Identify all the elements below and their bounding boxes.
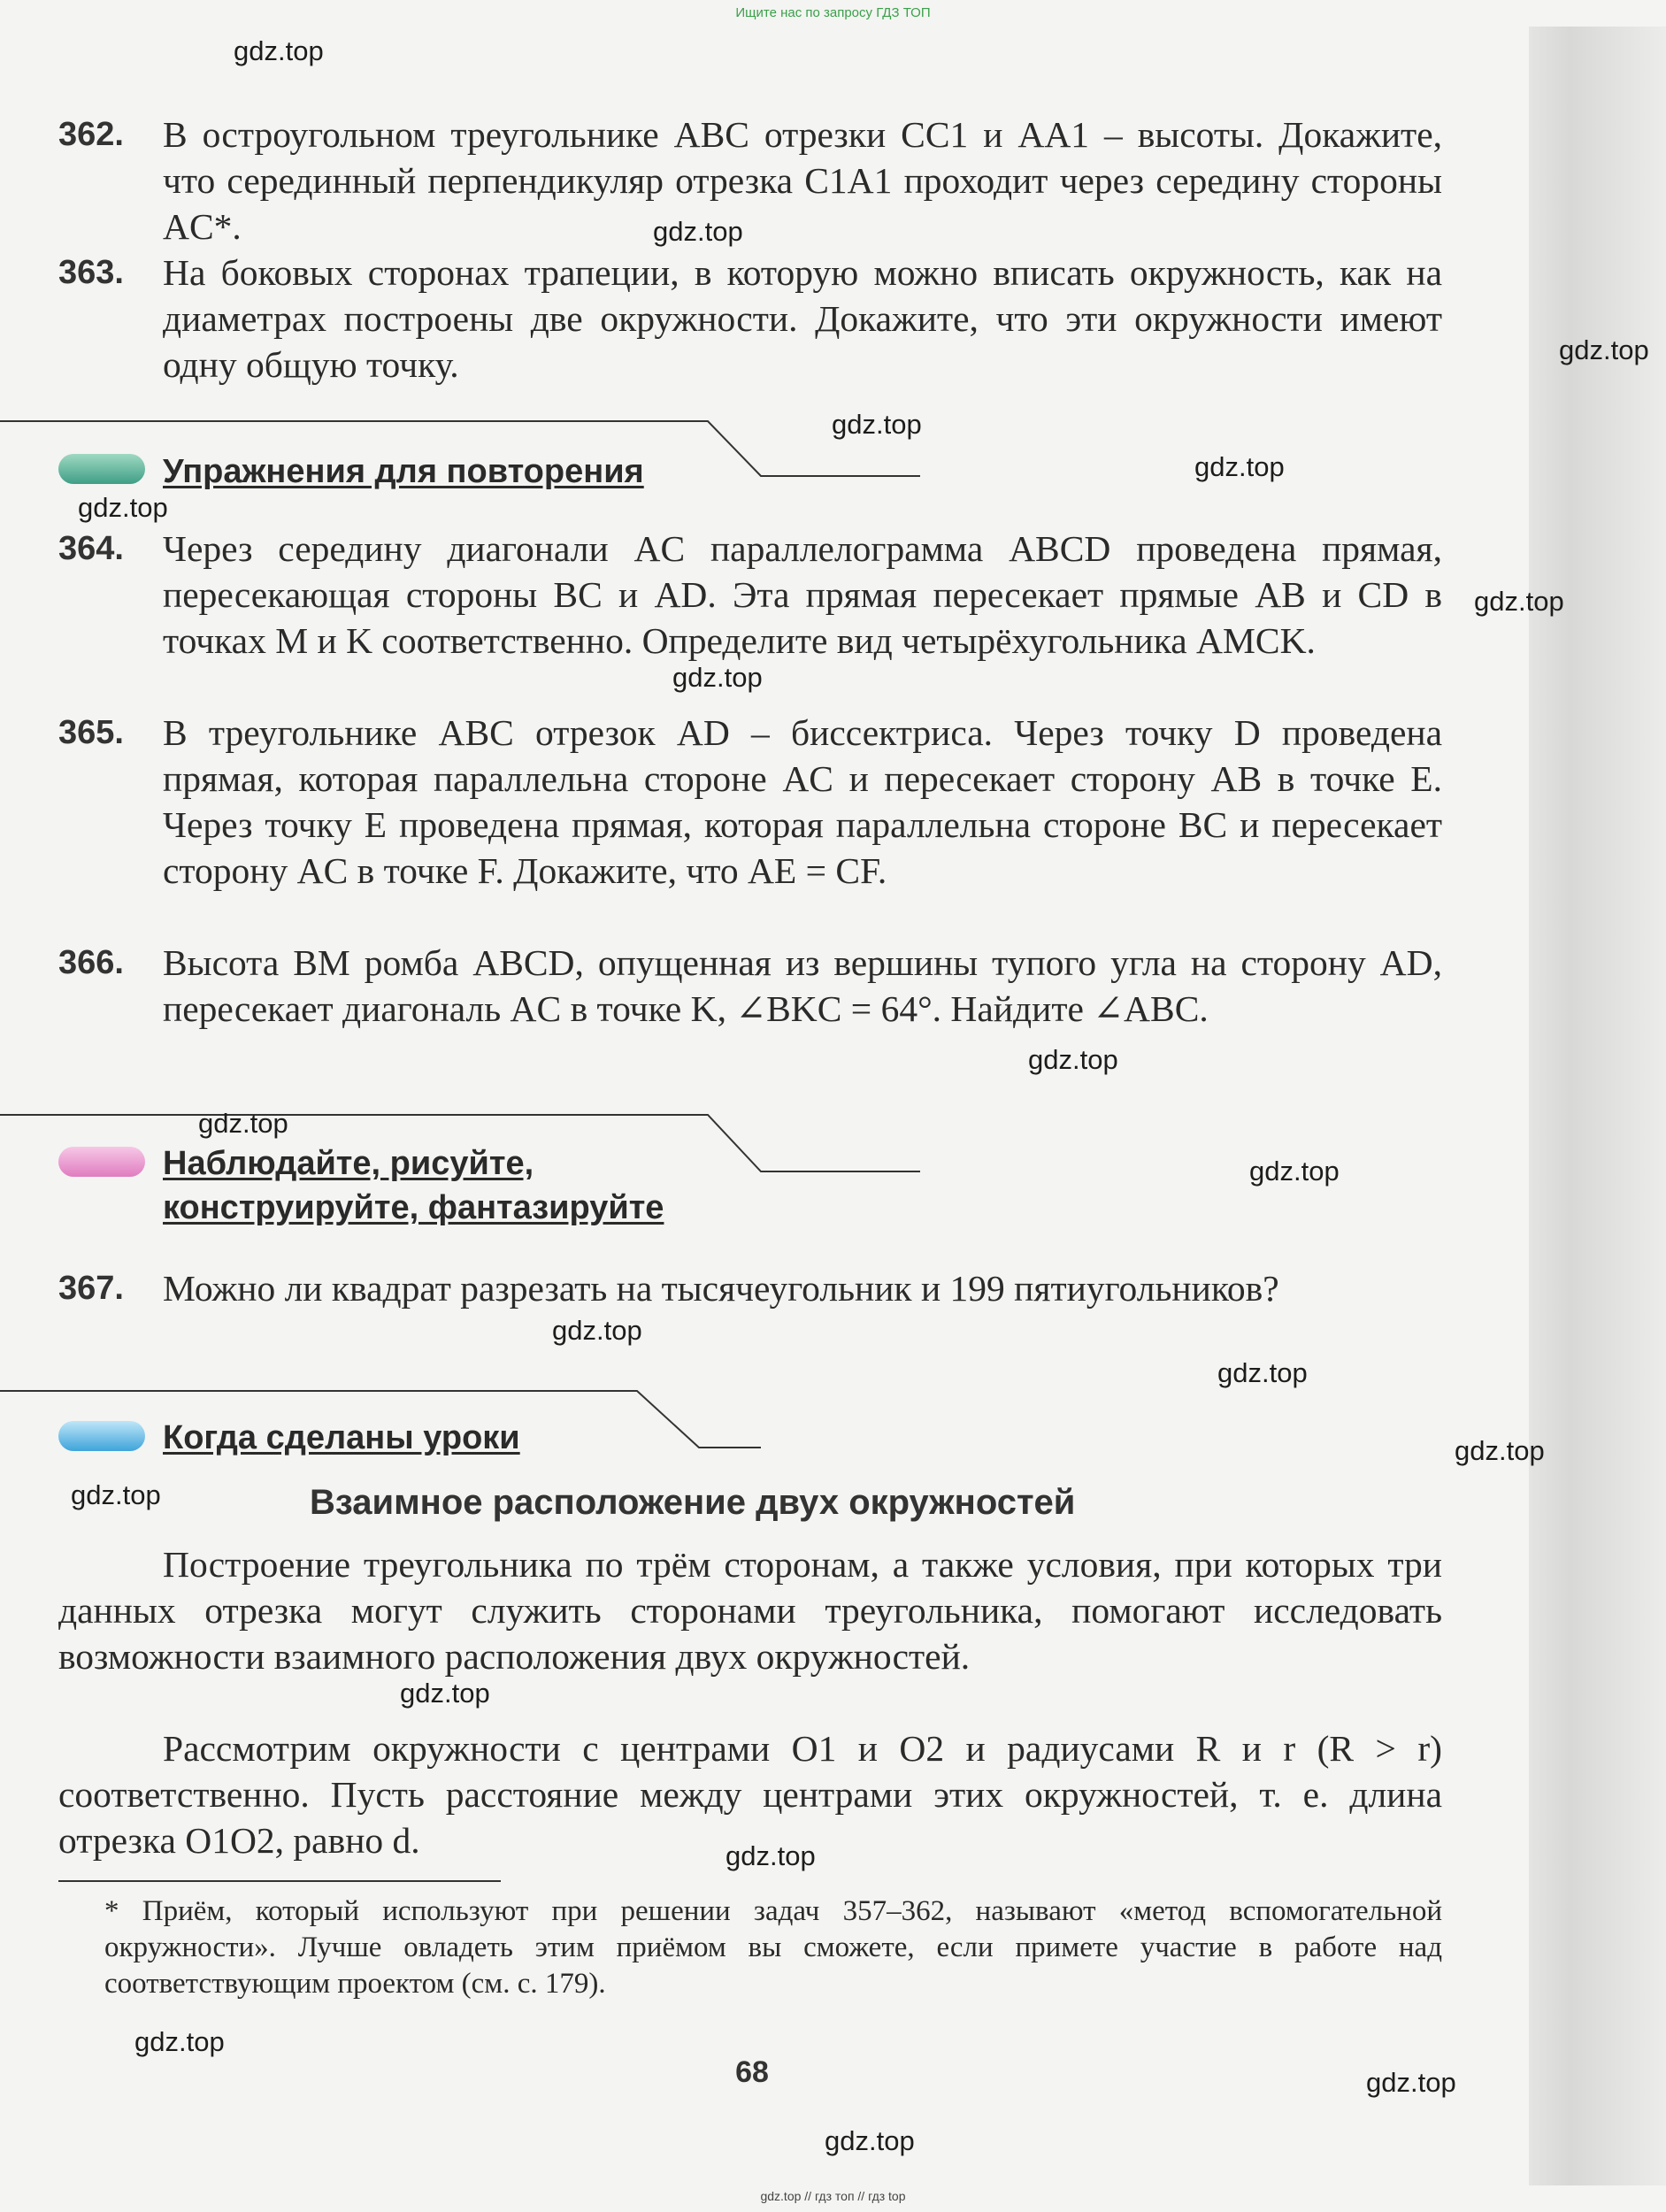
problem-number: 363. [58,254,124,291]
topic-subtitle: Взаимное расположение двух окружностей [310,1483,1076,1522]
problem-number: 362. [58,116,124,153]
problem-number: 367. [58,1270,124,1307]
page-number: 68 [735,2055,769,2089]
watermark: gdz.top [832,409,922,440]
watermark: gdz.top [198,1108,288,1139]
section-pill-blue [58,1421,145,1451]
problem-number: 364. [58,530,124,567]
watermark: gdz.top [1249,1156,1340,1187]
watermark: gdz.top [1474,586,1564,617]
problem-363 [58,250,1442,388]
section-observe [58,1141,855,1230]
section-title-observe-line2: конструируйте, фантазируйте [163,1189,664,1226]
problem-364 [58,526,1442,664]
section-review [58,449,855,513]
footnote: * Приём, который используют при решении задач 357–362, называют «метод вспомогательной окружности». Лучше овладеть этим приёмом вы сможете, если примете участие в работе над соответствующим проектом (см. с. 179). [104,1895,1442,2000]
watermark: gdz.top [1217,1357,1308,1388]
watermark: gdz.top [726,1840,816,1871]
watermark: gdz.top [1559,334,1649,365]
problem-365 [58,710,1442,894]
problem-text: На боковых сторонах трапеции, в которую можно вписать окружность, как на диаметрах построены две окружности. Докажите, что эти окружности имеют одну общую точку. [163,252,1442,385]
problem-367 [58,1265,1442,1311]
watermark: gdz.top [1366,2067,1456,2098]
watermark: gdz.top [78,492,168,523]
watermark: gdz.top [552,1315,642,1346]
paragraph-2: Рассмотрим окружности с центрами O1 и O2 и радиусами R и r (R > r) соответственно. Пусть расстояние между центрами этих окружностей, т. е. длина отрезка O1O2, равно d. [58,1728,1442,1861]
problem-362 [58,111,1442,250]
section-title-after-lessons: Когда сделаны уроки [163,1419,520,1456]
footnote-rule [58,1880,501,1882]
watermark: gdz.top [672,662,763,693]
section-title-observe-line1: Наблюдайте, рисуйте, [163,1145,534,1182]
watermark: gdz.top [1194,451,1285,482]
problem-number: 365. [58,714,124,751]
problem-text: Высота BM ромба ABCD, опущенная из вершины тупого угла на сторону AD, пересекает диагональ AC в точке K, ∠BKC = 64°. Найдите ∠ABC. [163,942,1442,1029]
section-title-review: Упражнения для повторения [163,453,644,490]
paragraph-1: Построение треугольника по трём сторонам, а также условия, при которых три данных отрезка могут служить сторонами треугольника, помогают исследовать возможности взаимного расположения двух окружностей. [58,1544,1442,1677]
problem-text: В остроугольном треугольнике ABC отрезки CC1 и AA1 – высоты. Докажите, что серединный перпендикуляр отрезка C1A1 проходит через середину стороны AC*. [163,114,1442,247]
watermark: gdz.top [71,1479,161,1510]
problem-text: В треугольнике ABC отрезок AD – биссектриса. Через точку D проведена прямая, которая параллельна стороне AC и пересекает сторону AB в точке E. Через точку E проведена прямая, которая параллельна стороне BC и пересекает сторону AC в точке F. Докажите, что AE = CF. [163,712,1442,891]
problem-number: 366. [58,944,124,981]
top-note: Ищите нас по запросу ГДЗ ТОП [735,5,931,20]
bottom-note: gdz.top // гдз топ // гдз top [760,2189,906,2203]
problem-text: Через середину диагонали AC параллелограмма ABCD проведена прямая, пересекающая стороны BC и AD. Эта прямая пересекает прямые AB и CD в точках M и K соответственно. Определите вид четырёхугольника AMCK. [163,528,1442,661]
watermark: gdz.top [234,35,324,66]
section-after-lessons [58,1416,766,1479]
problem-text: Можно ли квадрат разрезать на тысячеугольник и 199 пятиугольников? [163,1268,1279,1309]
watermark: gdz.top [134,2026,225,2057]
watermark: gdz.top [825,2125,915,2156]
watermark: gdz.top [400,1678,490,1709]
section-pill-pink [58,1147,145,1177]
watermark: gdz.top [653,216,743,247]
problem-366 [58,940,1442,1032]
watermark: gdz.top [1028,1044,1118,1075]
section-pill-green [58,454,145,484]
watermark: gdz.top [1455,1435,1545,1466]
